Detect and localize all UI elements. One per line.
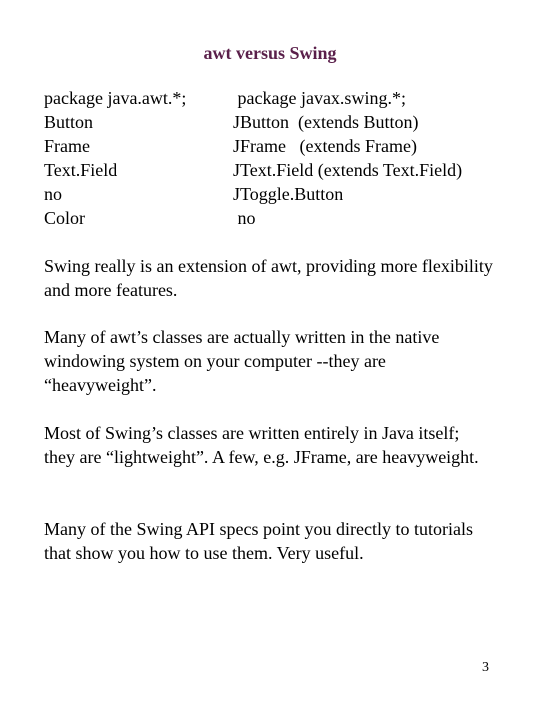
swing-item: JFrame (extends Frame) (233, 136, 417, 156)
comparison-row (44, 206, 504, 230)
awt-item: Text.Field (44, 160, 118, 180)
paragraph-api-specs: Many of the Swing API specs point you directly to tutorials that show you how to use them. Very useful. (44, 519, 473, 563)
swing-item: JToggle.Button (233, 184, 344, 204)
swing-item: JButton (extends Button) (233, 112, 419, 132)
comparison-row (44, 182, 504, 206)
paragraph-awt-heavyweight: Many of awt’s classes are actually written in the native windowing system on your computer --they are “heavyweight”. (44, 327, 440, 395)
comparison-row (44, 86, 504, 110)
swing-item: package javax.swing.*; (233, 88, 406, 108)
comparison-table (44, 86, 504, 230)
awt-item: no (44, 184, 62, 204)
paragraph-swing-extension: Swing really is an extension of awt, providing more flexibility and more features. (44, 256, 493, 300)
page-number: 3 (482, 660, 489, 675)
swing-item: no (233, 208, 256, 228)
swing-item: JText.Field (extends Text.Field) (233, 160, 463, 180)
paragraph-swing-lightweight: Most of Swing’s classes are written entirely in Java itself; they are “lightweight”. A few, e.g. JFrame, are heavyweight. (44, 423, 479, 467)
comparison-row (44, 134, 504, 158)
comparison-row (44, 158, 504, 182)
comparison-row (44, 110, 504, 134)
awt-item: Color (44, 208, 86, 228)
awt-item: Frame (44, 136, 90, 156)
awt-item: Button (44, 112, 94, 132)
awt-item: package java.awt.*; (44, 88, 187, 108)
slide-title: awt versus Swing (203, 43, 337, 63)
